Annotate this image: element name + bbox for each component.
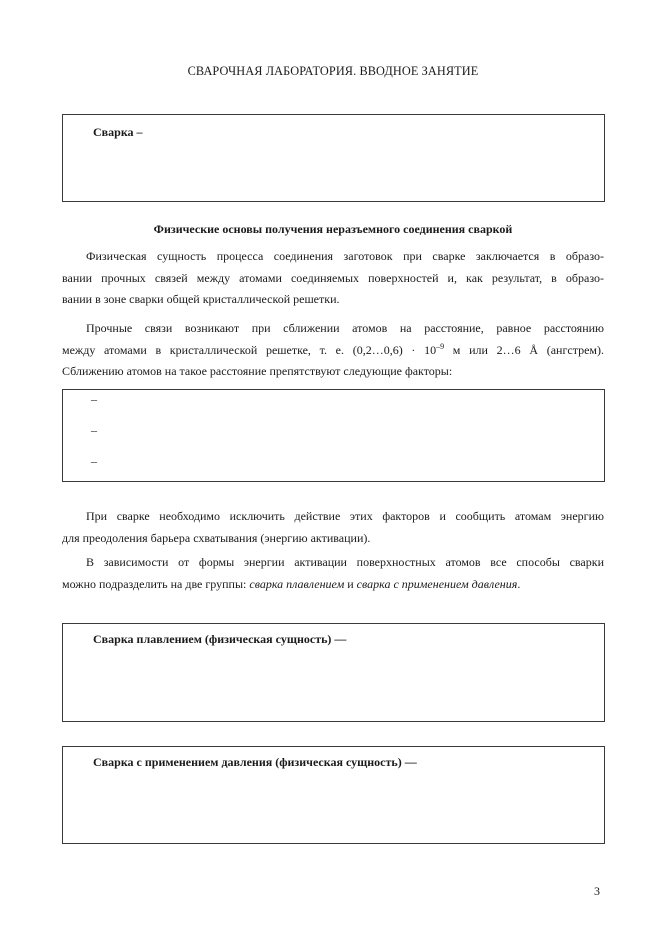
term-fusion-welding: сварка плавлением [249,576,345,591]
paragraph-line: между атомами в кристаллической решетке, т. е. (0,2…0,6) · $10^{-9}$ м или 2…6 Å (ангстрем). [62,341,605,357]
paragraph-line: для преодоления барьера схватывания (энергию активации). [62,530,371,545]
page-number: 3 [594,884,600,898]
definition-answer-box[interactable] [62,114,605,202]
paragraph-line: Физическая сущность процесса соединения заготовок при сварке заключается в образо- [86,249,604,263]
paragraph-line: вании в зоне сварки общей кристаллической решетки. [62,292,340,306]
fusion-welding-answer-box[interactable] [62,623,605,722]
paragraph-line: вании прочных связей между атомами соединяемых поверхностей и, как результат, в образо- [62,270,604,285]
fusion-welding-label: Сварка плавлением (физическая сущность) — [93,632,347,646]
section-heading: Физические основы получения неразъемного соединения сваркой [153,222,513,236]
paragraph-physical-essence [62,246,604,311]
factor-item: – [91,454,97,468]
factors-answer-box[interactable] [62,389,605,482]
paragraph-line: При сварке необходимо исключить действие этих факторов и сообщить атомам энергию [86,509,604,523]
page-title: СВАРОЧНАЯ ЛАБОРАТОРИЯ. ВВОДНОЕ ЗАНЯТИЕ [187,64,479,78]
paragraph-strong-bonds [62,318,604,383]
pressure-welding-label: Сварка с применением давления (физическая сущность) — [93,755,417,769]
definition-label: Сварка – [93,125,143,139]
factor-item: – [91,392,97,406]
paragraph-line: Прочные связи возникают при сближении атомов на расстояние, равное расстоянию [86,321,604,335]
factor-item: – [91,423,97,437]
paragraph-line: Сближению атомов на такое расстояние препятствуют следующие факторы: [62,364,453,378]
paragraph-line: В зависимости от формы энергии активации поверхностных атомов все способы сварки [86,555,604,569]
term-pressure-welding: сварка с применением давления [356,576,518,591]
paragraph-line: можно подразделить на две группы: сварка плавлением и сварка с применением давления. [62,576,521,591]
paragraph-welding-groups [62,552,604,595]
exponent: –9 [436,341,445,351]
pressure-welding-answer-box[interactable] [62,746,605,844]
paragraph-exclude-factors [62,506,604,549]
